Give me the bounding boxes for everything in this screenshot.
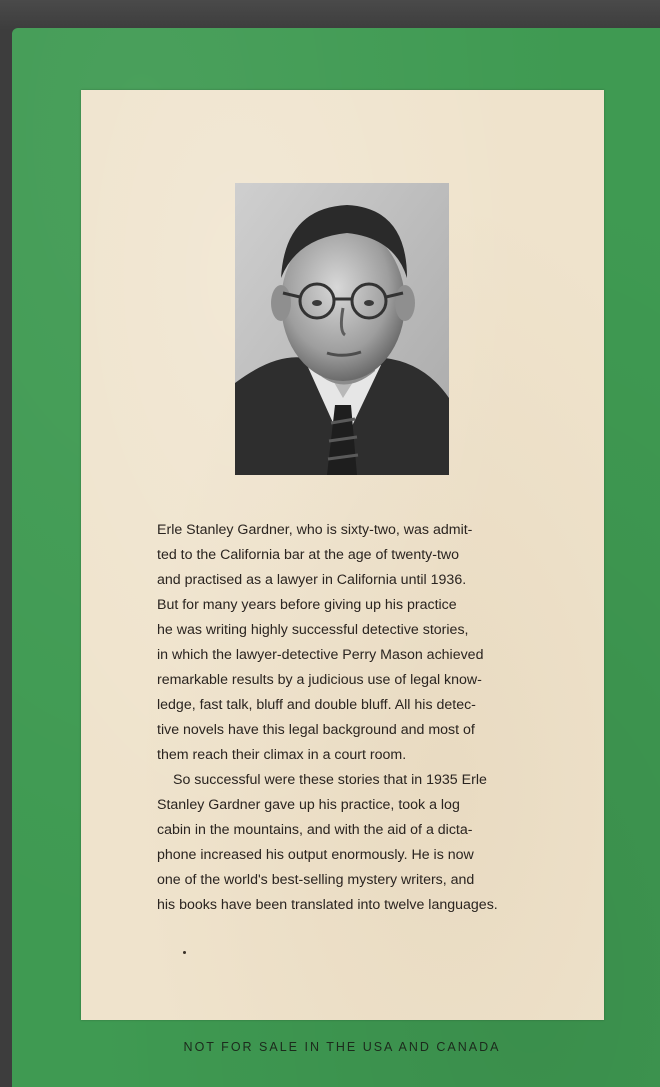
author-biography — [157, 518, 527, 918]
print-speck — [183, 951, 186, 954]
bio-paragraph-1: Erle Stanley Gardner, who is sixty-two, was admit- ted to the California bar at the age of twenty-two and practised as a lawyer in California until 1936. But for many years before giving up his practice he was writing highly successful detective stories, in which the lawyer-detective Perry Mason achieved remarkable results by a judicious use of legal know- ledge, fast talk, bluff and double bluff. All his detec- tive novels have this legal background and most of them reach their climax in a court room. — [157, 522, 484, 763]
bio-paragraph-2: So successful were these stories that in 1935 Erle Stanley Gardner gave up his practice, took a log cabin in the mountains, and with the aid of a dicta- phone increased his output enormously. He is now one of the world's best-selling mystery writers, and his books have been translated into twelve languages. — [157, 772, 498, 913]
footer-notice: NOT FOR SALE IN THE USA AND CANADA — [183, 1040, 501, 1054]
author-portrait-photo — [235, 183, 449, 475]
